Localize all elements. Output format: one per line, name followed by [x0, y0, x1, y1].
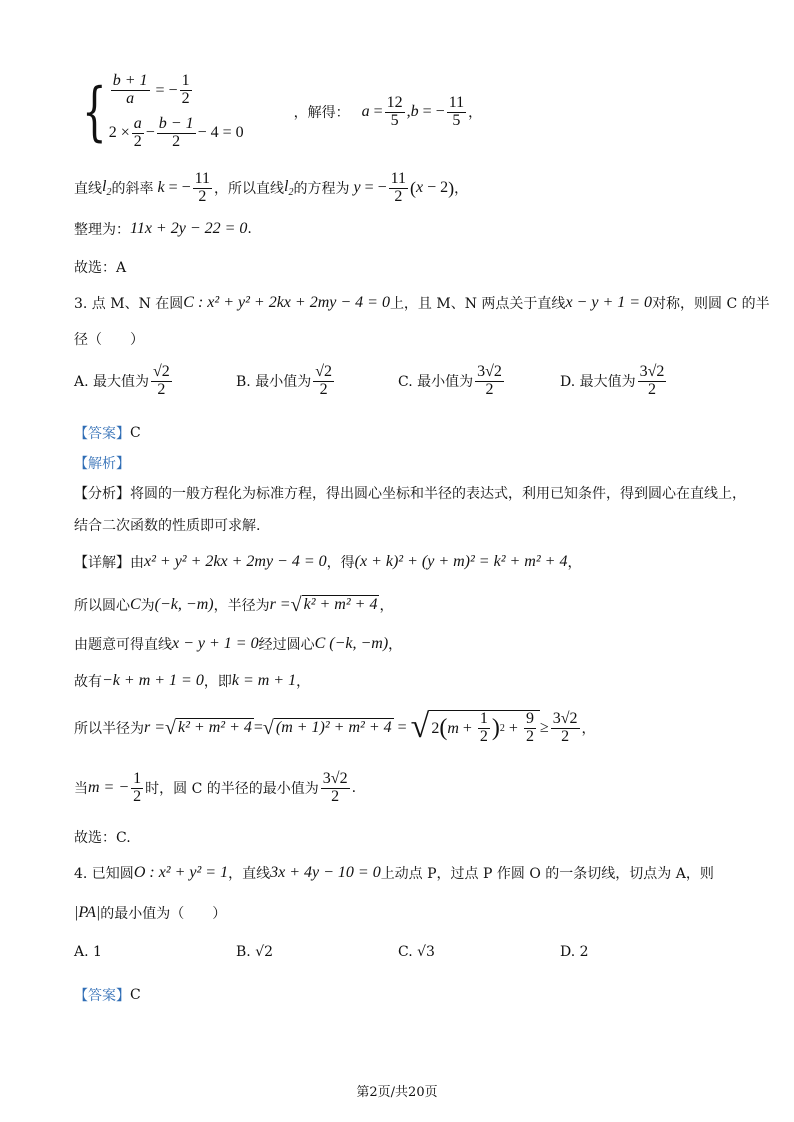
q4-option-b[interactable] — [236, 944, 273, 960]
text: 上，且 M、N 两点关于直线 — [389, 296, 566, 312]
q3-fenxi — [74, 482, 746, 504]
q4-option-d[interactable] — [560, 944, 589, 960]
answer-value: C — [130, 987, 141, 1003]
text: 对称，则圆 C 的半 — [652, 296, 770, 312]
page-footer: 第2页/共20页 — [356, 1085, 438, 1100]
fraction: $\frac{3√2}{2}$ — [322, 769, 348, 805]
q3-stem-2 — [74, 328, 144, 350]
q3-fenxi-2 — [74, 514, 260, 536]
fraction: $\frac{3√2}{2}$ — [477, 363, 502, 398]
sqrt: √ k² + m² + 4 — [165, 717, 252, 739]
text: 为 — [140, 598, 155, 614]
answer-tag: 【答案】 — [74, 988, 130, 1004]
text: 直线 — [74, 181, 102, 197]
text: 经过圆心 — [258, 637, 315, 653]
text: 上动点 P，过点 P 作圆 O 的一条切线，切点为 A，则 — [380, 866, 714, 882]
choice-text: 故选：C. — [74, 830, 131, 846]
option-label: A. 最大值为 — [74, 374, 150, 391]
equation: C : x² + y² + 2kx + 2my − 4 = 0 — [183, 294, 390, 311]
fraction: $\frac{12}{5}$ — [386, 93, 403, 129]
option-b[interactable] — [236, 364, 336, 399]
text: 的方程为 — [293, 181, 350, 197]
fraction: $\frac{1}{2}$ — [479, 710, 488, 745]
equation: 11x + 2y − 22 = 0 — [130, 220, 248, 237]
equals: = — [253, 719, 263, 736]
fraction: $\frac{√2}{2}$ — [153, 363, 170, 398]
option-a[interactable] — [74, 364, 174, 399]
geq: ≥ — [539, 719, 549, 736]
fraction: $\frac{b + 1}{a}$ — [112, 72, 148, 108]
equation: x − y + 1 = 0 — [565, 294, 653, 311]
text: 时，圆 C 的半径的最小值为 — [145, 781, 319, 797]
option-label: B. √2 — [236, 944, 274, 960]
text: 由题意可得直线 — [74, 637, 172, 653]
option-label: D. 2 — [560, 944, 589, 960]
slope-line: 直线 $l_2$ 的斜率 k = − $\frac{11}{2}$ ，所以直线 $l_2$ 的方程为 y = − $\frac{11}{2}$ ( x − 2 ) ， — [74, 169, 469, 205]
text: 当 — [74, 781, 88, 797]
equation: r = — [269, 596, 291, 613]
detail-line-1 — [74, 550, 581, 574]
q3-analysis — [74, 452, 130, 474]
detail-line-3 — [74, 632, 402, 656]
analysis-tag: 【解析】 — [74, 456, 130, 472]
option-label: A. 1 — [74, 944, 102, 960]
text: 由 — [130, 555, 144, 571]
option-label: C. √3 — [398, 944, 435, 960]
option-c[interactable] — [398, 364, 506, 399]
equation: 3x + 4y − 10 = 0 — [270, 864, 381, 881]
equation: (−k, −m) — [154, 596, 214, 613]
q4-option-c[interactable] — [398, 944, 435, 960]
text: ，直线 — [228, 866, 271, 882]
sqrt: √ 2 ( m + $\frac{1}{2}$ ) 2 + $\frac{9}{2}$ — [411, 710, 540, 746]
equation: m = − — [88, 779, 130, 796]
text: 故有 — [74, 674, 102, 690]
solve-label: ，解得： — [293, 105, 350, 121]
fraction: $\frac{3√2}{2}$ — [639, 363, 665, 398]
text: ，所以直线 — [214, 181, 285, 197]
equation: −k + m + 1 = 0 — [102, 672, 204, 689]
text: ，半径为 — [213, 598, 270, 614]
q4-stem-2 — [74, 902, 226, 924]
text: ， — [567, 555, 582, 571]
detail-line-6 — [74, 766, 356, 810]
text: ， — [388, 637, 403, 653]
q4-answer — [74, 984, 141, 1006]
option-d[interactable] — [560, 364, 668, 399]
option-label: D. 最大值为 — [560, 374, 636, 391]
text: 所以圆心 — [74, 598, 130, 614]
fraction: $\frac{1}{2}$ — [181, 72, 190, 108]
text: ， — [296, 674, 311, 690]
choice-text: 故选：A — [74, 260, 127, 276]
text: ， — [379, 598, 394, 614]
q4-option-a[interactable] — [74, 944, 102, 960]
text: 将圆的一般方程化为标准方程，得出圆心坐标和半径的表达式，利用已知条件，得到圆心在直线上， — [130, 486, 746, 502]
equation: C (−k, −m) — [314, 635, 389, 652]
left-brace: { — [82, 75, 107, 149]
q3-answer — [74, 422, 141, 444]
fraction: $\frac{11}{5}$ — [448, 93, 465, 129]
answer-value: C — [130, 425, 141, 441]
detail-line-2 — [74, 590, 393, 620]
sqrt: √ k² + m² + 4 — [290, 594, 378, 616]
text: 的最小值为（ ） — [100, 906, 227, 922]
tidy-line — [74, 218, 252, 240]
equation: x − y + 1 = 0 — [172, 635, 259, 652]
equation: O : x² + y² = 1 — [133, 864, 229, 881]
equation: (x + k)² + (y + m)² = k² + m² + 4 — [354, 553, 568, 570]
text: 整理为： — [74, 222, 130, 238]
text: 结合二次函数的性质即可求解. — [74, 518, 261, 534]
fraction: $\frac{3√2}{2}$ — [552, 709, 578, 745]
fenxi-tag: 【分析】 — [74, 486, 130, 502]
sqrt: √ (m + 1)² + m² + 4 — [262, 717, 392, 739]
text: . — [247, 221, 252, 237]
text: . — [351, 780, 357, 796]
text: ， — [581, 721, 596, 737]
q3-stem — [74, 292, 770, 314]
detail-line-5: 所以半径为 r = √ k² + m² + 4 = √ (m + 1)² + m² + 4 = √ 2 ( m + $\frac{1}{2}$ ) 2 + $\frac{9}{2}$ ≥ $\frac{3√2}{2}$ ， — [74, 708, 596, 746]
text: 4. 已知圆 — [74, 866, 134, 882]
fraction: $\frac{b - 1}{2}$ — [158, 115, 194, 150]
option-label: C. 最小值为 — [398, 374, 474, 391]
equation: k = m + 1 — [231, 672, 297, 689]
choice-line — [74, 256, 126, 278]
text: 径（ ） — [74, 332, 144, 348]
text: ，即 — [203, 674, 232, 690]
detail-line-4 — [74, 670, 310, 692]
equation: x² + y² + 2kx + 2my − 4 = 0 — [144, 553, 327, 570]
answer-tag: 【答案】 — [74, 426, 130, 442]
fraction: $\frac{1}{2}$ — [133, 769, 142, 805]
detail-tag: 【详解】 — [74, 555, 130, 571]
equation: r = — [144, 719, 166, 736]
text: 的斜率 — [111, 181, 154, 197]
equation-system: { $\frac{b + 1}{a}$ = − $\frac{1}{2}$ 2 × $\frac{a}{2}$ − $\frac{b - 1}{2}$ − 4 = 0 ，解得： a = $\frac{12}{5}$ , b = − $\frac{11}{5}$ ， — [82, 72, 483, 150]
fraction: $\frac{11}{2}$ — [390, 169, 407, 205]
q4-stem — [74, 862, 714, 884]
fraction: $\frac{11}{2}$ — [194, 169, 211, 205]
text: 所以半径为 — [74, 721, 144, 737]
option-label: B. 最小值为 — [236, 374, 312, 391]
text: ，得 — [326, 555, 355, 571]
text: 3. 点 M、N 在圆 — [74, 296, 184, 312]
equation: C — [130, 596, 141, 613]
q3-choice — [74, 826, 131, 848]
fraction: $\frac{a}{2}$ — [133, 115, 142, 150]
fraction: $\frac{9}{2}$ — [525, 710, 534, 745]
fraction: $\frac{√2}{2}$ — [315, 363, 332, 398]
equation: |PA| — [74, 904, 101, 921]
